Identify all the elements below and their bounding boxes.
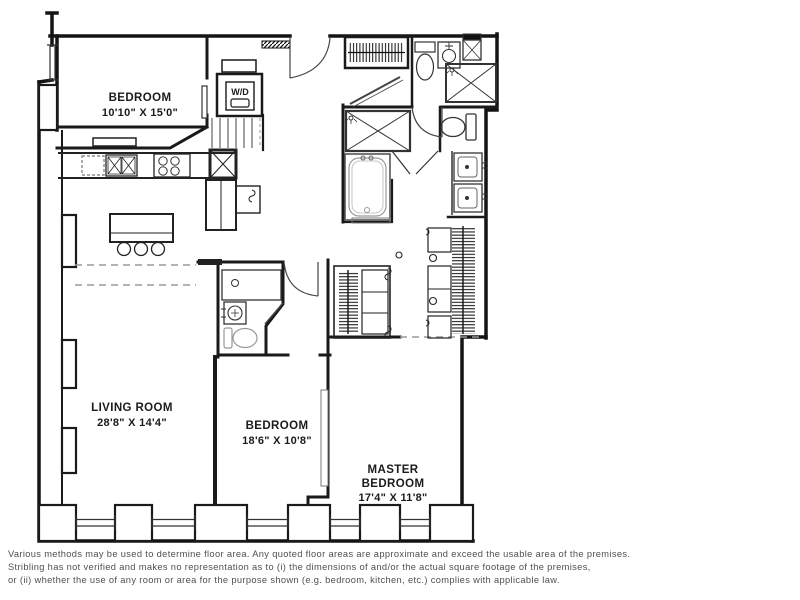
shelves xyxy=(362,270,388,334)
faucet xyxy=(445,42,453,50)
shelf-box xyxy=(428,228,451,252)
stool xyxy=(118,243,131,256)
hall-door-leaf2 xyxy=(353,80,403,107)
bedroom1-name: BEDROOM xyxy=(108,92,172,104)
radiator xyxy=(321,390,328,486)
kitchen-sink xyxy=(106,155,137,176)
bedroom1-shelf xyxy=(93,138,136,146)
bathroom2-door-leaf xyxy=(265,303,283,324)
master-bedroom-dims: 17'4" X 11'8" xyxy=(358,492,428,504)
bedroom2-bath xyxy=(221,270,281,348)
master-toilet-tank xyxy=(466,114,476,140)
toilet-tank xyxy=(224,328,232,348)
kitchen xyxy=(58,138,260,256)
bedroom1-door-leaf xyxy=(202,86,207,118)
entry-threshold xyxy=(262,41,290,48)
dishwasher xyxy=(82,156,104,175)
light-fixture xyxy=(396,252,402,258)
living-room-name: LIVING ROOM xyxy=(91,402,173,414)
entry xyxy=(262,38,330,78)
washer-dryer-closet xyxy=(212,60,262,148)
stool xyxy=(152,243,165,256)
master-bedroom-name-2: BEDROOM xyxy=(361,478,425,490)
hall-closet xyxy=(345,37,408,68)
cabinet xyxy=(236,186,260,213)
island xyxy=(110,214,173,242)
wd-shelf xyxy=(222,60,256,72)
shower-head xyxy=(349,116,353,120)
closet-1 xyxy=(334,266,391,338)
counter-light xyxy=(232,280,239,287)
bedroom1-dims: 10'10" X 15'0" xyxy=(101,107,179,119)
master-bedroom-name-1: MASTER xyxy=(367,464,419,476)
wd-tray xyxy=(231,99,249,107)
toilet-bowl xyxy=(233,329,257,348)
disclaimer-line-3: or (ii) whether the use of any room or area for the purpose shown (e.g. bedroom, kitchen, etc.) complies with applicable law. xyxy=(8,575,560,585)
master-toilet-bowl xyxy=(441,118,465,137)
disclaimer xyxy=(8,549,630,585)
tub-drain xyxy=(365,208,370,213)
bedroom2-door-arc xyxy=(284,262,318,296)
wall-stub xyxy=(198,259,222,265)
hall-door-leaf xyxy=(350,77,400,104)
master-bath xyxy=(345,111,487,223)
toilet-tank xyxy=(415,42,435,52)
duct xyxy=(463,34,481,40)
disclaimer-line-2: Stribling has not verified and makes no representation as to (i) the dimensions of and/or the actual square footage of the premises, xyxy=(8,562,591,572)
bedroom2-dims: 18'6" X 10'8" xyxy=(242,435,312,447)
wd-label: W/D xyxy=(231,87,249,97)
light-fixture xyxy=(430,255,437,262)
toilet-bowl xyxy=(417,54,434,80)
bath-door-arc xyxy=(412,107,442,137)
coil-mark xyxy=(249,190,255,202)
guest-bath xyxy=(415,34,496,102)
shower-doors xyxy=(392,151,438,174)
entry-door-arc xyxy=(290,38,330,78)
bedroom2-name: BEDROOM xyxy=(245,420,309,432)
vanity-counter xyxy=(222,270,281,300)
stool xyxy=(135,243,148,256)
closet-2 xyxy=(396,226,475,338)
shelf-box xyxy=(428,316,451,338)
living-room-dims: 28'8" X 14'4" xyxy=(97,417,167,429)
disclaimer-line-1: Various methods may be used to determine floor area. Any quoted floor areas are approximate and exceed the usable area of the premises. xyxy=(8,549,631,559)
hanging-clothes xyxy=(452,228,475,334)
dashed-beams xyxy=(75,118,484,337)
tub-inner xyxy=(352,161,383,213)
hanging-clothes xyxy=(339,272,358,332)
light-fixture xyxy=(430,298,437,305)
louver-doors xyxy=(212,118,252,148)
